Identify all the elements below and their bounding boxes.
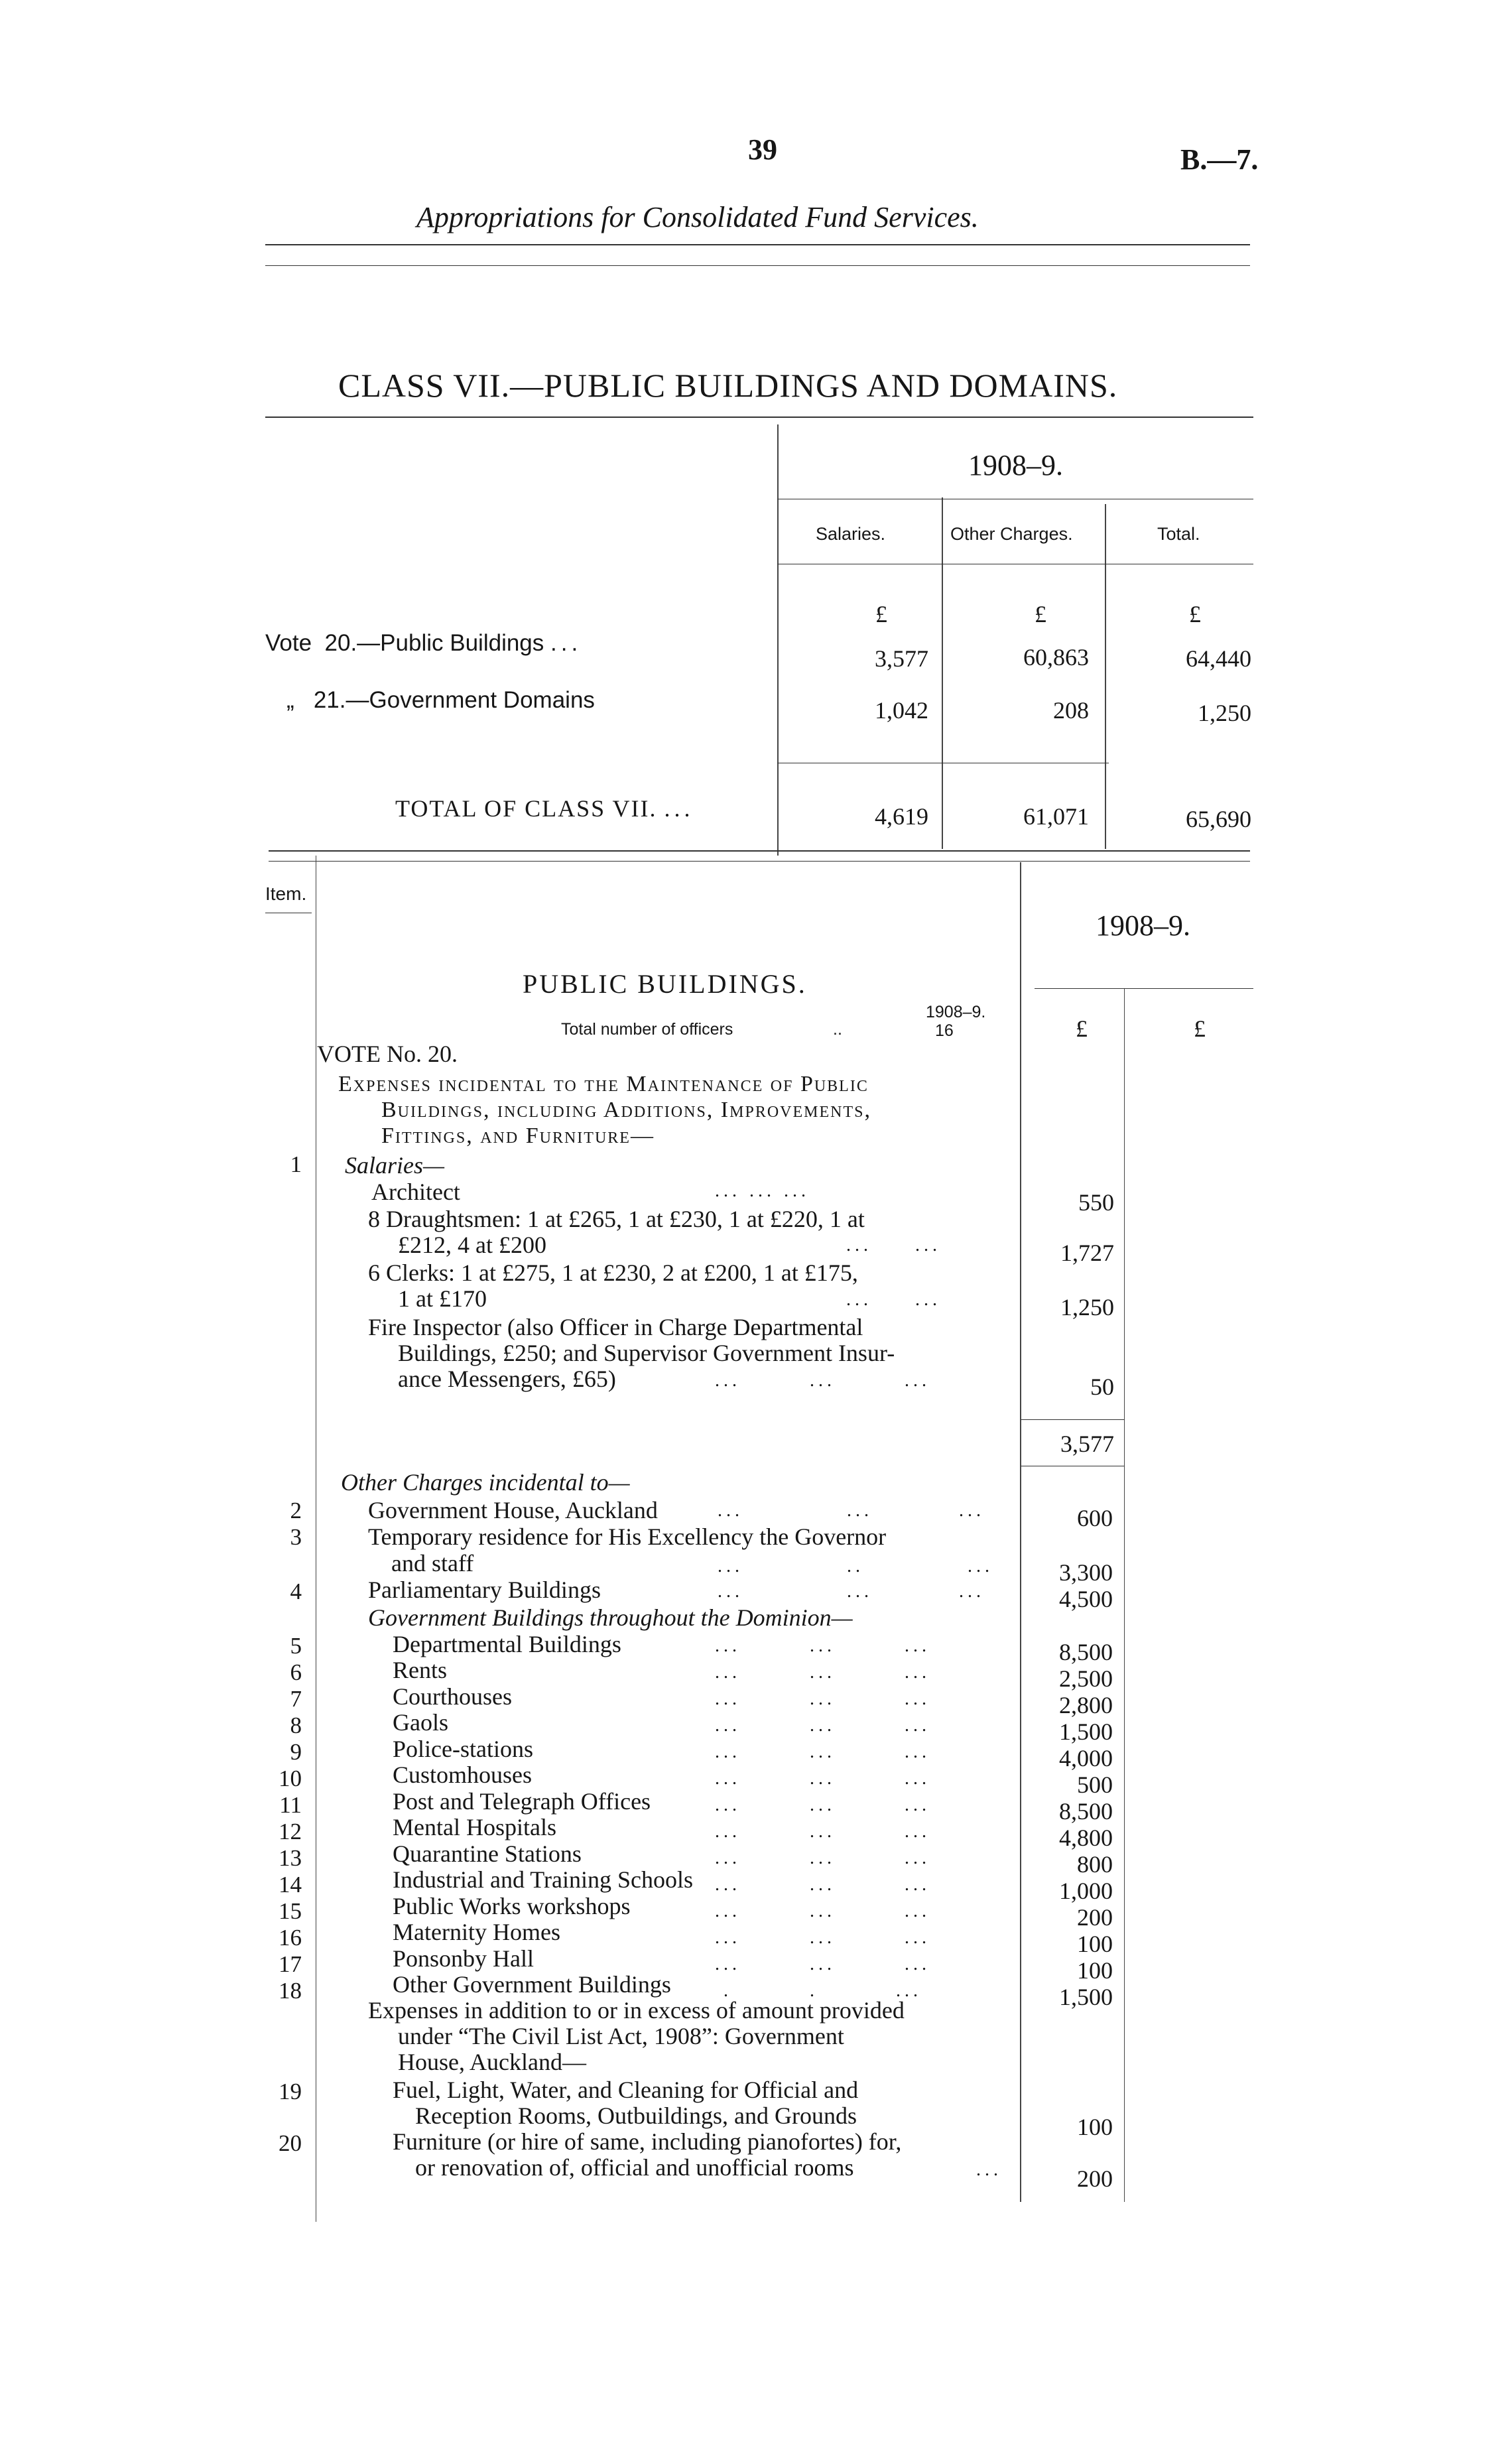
item-number: 19	[279, 2079, 302, 2104]
currency-other: £	[1035, 601, 1046, 627]
charge-label: Furniture (or hire of same, including pianofortes) for,	[393, 2128, 902, 2155]
item-number: 4	[290, 1578, 302, 1604]
charge-label: Ponsonby Hall	[393, 1945, 535, 1972]
charge-amount: 2,500	[1059, 1665, 1113, 1692]
salaries-total: 4,619	[875, 803, 928, 830]
charge-amount: 100	[1077, 1931, 1113, 1957]
header-rule-2	[265, 265, 1250, 266]
item-number: 13	[279, 1845, 302, 1871]
civil-list-line: House, Auckland—	[398, 2049, 586, 2075]
government-buildings-heading: Government Buildings throughout the Dominion—	[368, 1604, 853, 1631]
vote-number: VOTE No. 20.	[317, 1041, 458, 1067]
charge-label: Quarantine Stations	[393, 1840, 582, 1867]
salary-dots: ... ... ...	[715, 1370, 930, 1391]
item-column-header: Item.	[265, 883, 307, 904]
salaries-value: 1,042	[875, 697, 928, 724]
row-prefix: „	[286, 687, 294, 713]
charge-amount: 800	[1077, 1851, 1113, 1878]
summary-row	[286, 687, 595, 714]
charge-label: Government House, Auckland	[368, 1497, 658, 1523]
charge-label: Post and Telegraph Offices	[393, 1788, 651, 1815]
charge-amount: 3,300	[1059, 1559, 1113, 1586]
summary-total-row	[395, 795, 694, 822]
summary-year: 1908–9.	[968, 449, 1063, 482]
other-charges-total: 61,071	[1023, 803, 1089, 830]
salary-line: Buildings, £250; and Supervisor Government Insur-	[398, 1340, 895, 1366]
charge-label: and staff	[391, 1550, 474, 1576]
charge-label: or renovation of, official and unofficial rooms	[415, 2154, 854, 2181]
item-number: 8	[290, 1712, 302, 1738]
charge-amount: 4,000	[1059, 1745, 1113, 1771]
civil-list-line: under “The Civil List Act, 1908”: Government	[398, 2023, 844, 2049]
document-reference: B.—7.	[1180, 143, 1259, 176]
item-number: 15	[279, 1898, 302, 1924]
salary-line: Fire Inspector (also Officer in Charge Departmental	[368, 1314, 863, 1340]
item-number: 16	[279, 1925, 302, 1951]
salary-dots: ... ... ...	[715, 1181, 810, 1201]
charge-dots: ... ... ...	[718, 1581, 985, 1602]
page-subtitle: Appropriations for Consolidated Fund Services.	[416, 201, 979, 233]
col-other-charges: Other Charges.	[950, 524, 1073, 544]
item-number: 9	[290, 1739, 302, 1765]
item-number: 7	[290, 1686, 302, 1712]
officers-count: 16	[935, 1021, 954, 1040]
item-number: 20	[279, 2130, 302, 2156]
charge-label: Industrial and Training Schools	[393, 1866, 694, 1893]
charge-amount: 600	[1077, 1505, 1113, 1531]
item-number: 3	[290, 1524, 302, 1550]
charge-label: Temporary residence for His Excellency the Governor	[368, 1523, 887, 1550]
item-number: 12	[279, 1819, 302, 1844]
salaries-value: 3,577	[875, 645, 928, 672]
class-title-rule	[265, 417, 1253, 418]
item-number: 5	[290, 1633, 302, 1659]
total-value: 1,250	[1198, 700, 1251, 726]
item-number: 17	[279, 1951, 302, 1977]
section-rule	[269, 850, 1250, 852]
officers-dots: ..	[833, 1020, 842, 1039]
salary-line: 8 Draughtsmen: 1 at £265, 1 at £230, 1 at £220, 1 at	[368, 1206, 865, 1232]
salary-amount: 1,727	[1060, 1240, 1114, 1266]
header-rule	[265, 244, 1250, 245]
expenses-heading-line: Fittings, and Furniture—	[381, 1124, 655, 1148]
currency-total: £	[1189, 601, 1201, 627]
charge-amount: 4,500	[1059, 1586, 1113, 1612]
charge-label: Rents	[393, 1657, 448, 1683]
other-charges-value: 60,863	[1023, 644, 1089, 671]
charge-amount: 1,500	[1059, 1984, 1113, 2010]
charge-amount: 200	[1077, 2165, 1113, 2192]
charge-amount: 2,800	[1059, 1692, 1113, 1718]
charge-dots: ...	[976, 2159, 1002, 2180]
total-dots: ...	[664, 795, 694, 822]
charge-label: Fuel, Light, Water, and Cleaning for Official and	[393, 2077, 859, 2103]
charge-amount: 200	[1077, 1904, 1113, 1931]
other-charges-value: 208	[1053, 697, 1089, 724]
charge-dots: ... .. ...	[718, 1556, 993, 1576]
row-label: 20.—Public Buildings	[324, 630, 544, 656]
total-value: 64,440	[1186, 645, 1251, 672]
salary-line: 1 at £170	[398, 1285, 487, 1312]
charge-label: Mental Hospitals	[393, 1814, 556, 1840]
charge-label: Public Works workshops	[393, 1893, 631, 1919]
currency-total-col: £	[1194, 1015, 1206, 1042]
charge-dots: ... ... ...	[718, 1500, 985, 1521]
salary-line: 6 Clerks: 1 at £275, 1 at £230, 2 at £200, 1 at £175,	[368, 1259, 858, 1286]
charge-label: Departmental Buildings	[393, 1631, 621, 1657]
section-rule-2	[269, 861, 1250, 862]
dot-leaders: ... ... ... ... ... ... ... ... ... ... ... ... ... ... ... ... ... ... ... ... ... ... ... ... ... ... ... ... ... ... ... ... ... ... ... ... ... ... ... . . ...	[715, 1636, 930, 2001]
item-number: 14	[279, 1872, 302, 1897]
item-number: 10	[279, 1766, 302, 1791]
currency-amount-col: £	[1076, 1015, 1088, 1042]
salary-dots: ... ...	[846, 1235, 941, 1255]
detail-year: 1908–9.	[1096, 909, 1190, 942]
currency-salaries: £	[875, 601, 887, 627]
charge-label: Gaols	[393, 1709, 448, 1736]
row-dots: ...	[550, 630, 582, 656]
officers-label: Total number of officers	[561, 1020, 733, 1039]
charge-amount: 100	[1077, 1957, 1113, 1984]
charge-amount: 8,500	[1059, 1798, 1113, 1825]
item-number: 1	[290, 1151, 302, 1177]
row-label: 21.—Government Domains	[313, 687, 595, 713]
row-prefix: Vote	[265, 630, 312, 656]
grand-total: 65,690	[1186, 806, 1251, 832]
section-title: PUBLIC BUILDINGS.	[523, 969, 807, 999]
civil-list-line: Expenses in addition to or in excess of amount provided	[368, 1997, 905, 2024]
col-salaries: Salaries.	[816, 524, 886, 544]
salaries-heading: Salaries—	[345, 1152, 445, 1179]
charge-amount: 1,000	[1059, 1878, 1113, 1904]
expenses-heading-line: Expenses incidental to the Maintenance of Public	[338, 1072, 869, 1096]
charge-label: Police-stations	[393, 1736, 533, 1762]
class-title: CLASS VII.—PUBLIC BUILDINGS AND DOMAINS.	[338, 367, 1118, 404]
item-number: 6	[290, 1659, 302, 1685]
page-number: 39	[748, 133, 777, 166]
other-charges-heading: Other Charges incidental to—	[341, 1469, 630, 1496]
summary-row	[265, 630, 582, 657]
item-number: 11	[279, 1792, 302, 1818]
salary-line: ance Messengers, £65)	[398, 1366, 616, 1392]
salary-amount: 550	[1078, 1189, 1114, 1216]
charge-amount: 100	[1077, 2114, 1113, 2140]
charge-label: Courthouses	[393, 1683, 512, 1710]
item-number: 2	[290, 1498, 302, 1523]
expenses-heading-line: Buildings, including Additions, Improvements,	[381, 1098, 871, 1122]
charge-label: Other Government Buildings	[393, 1971, 671, 1998]
charge-amount: 500	[1077, 1771, 1113, 1798]
salary-amount: 50	[1090, 1374, 1114, 1400]
charge-label: Maternity Homes	[393, 1919, 560, 1945]
item-number: 18	[279, 1978, 302, 2004]
salary-line: Architect	[371, 1179, 460, 1205]
charge-label: Parliamentary Buildings	[368, 1576, 601, 1603]
charge-label: Reception Rooms, Outbuildings, and Grounds	[415, 2102, 857, 2129]
officers-year: 1908–9.	[926, 1003, 986, 1021]
salaries-subtotal: 3,577	[1060, 1431, 1114, 1457]
charge-amount: 4,800	[1059, 1825, 1113, 1851]
salary-dots: ... ...	[846, 1289, 941, 1310]
salary-amount: 1,250	[1060, 1294, 1114, 1320]
col-total: Total.	[1157, 524, 1200, 544]
charge-amount: 8,500	[1059, 1639, 1113, 1665]
total-label: TOTAL OF CLASS VII.	[395, 795, 657, 822]
charge-amount: 1,500	[1059, 1718, 1113, 1745]
salary-line: £212, 4 at £200	[398, 1232, 546, 1258]
charge-label: Customhouses	[393, 1762, 533, 1788]
